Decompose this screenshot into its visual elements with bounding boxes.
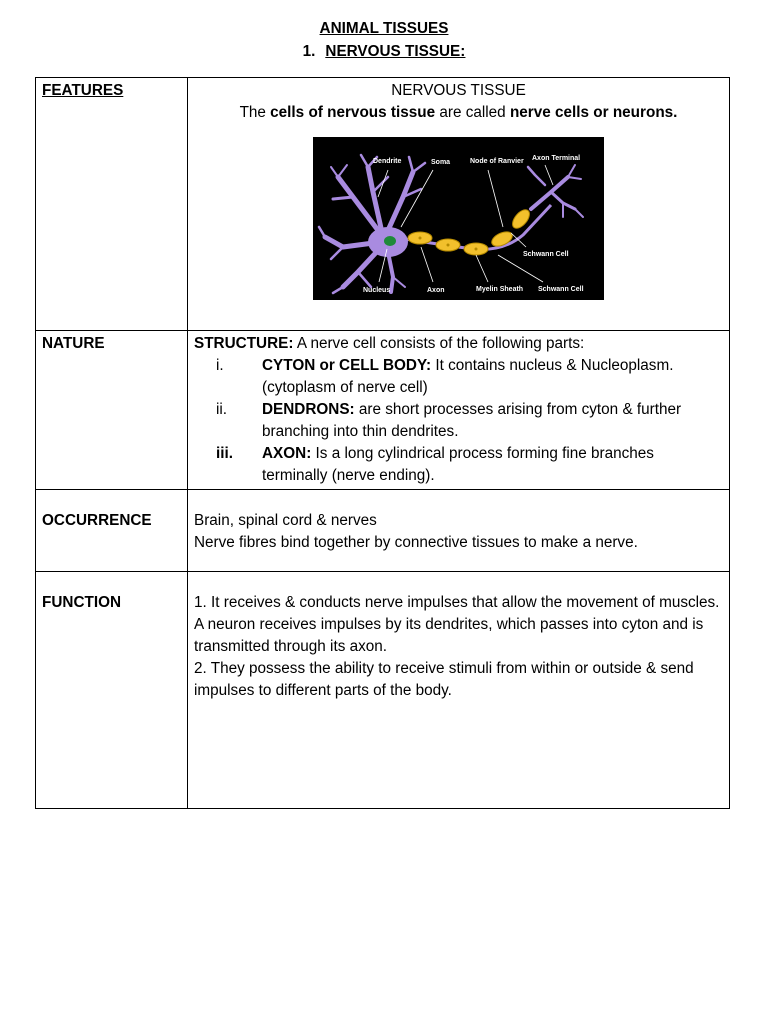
nature-label-cell bbox=[36, 331, 188, 490]
nature-label: NATURE bbox=[42, 335, 105, 352]
item-number: ii. bbox=[216, 401, 228, 418]
intro-part-bold: cells of nervous tissue bbox=[270, 104, 436, 121]
intro-part: are called bbox=[435, 104, 510, 121]
section-number: 1. bbox=[302, 43, 316, 60]
nucleus bbox=[384, 236, 396, 246]
label-schwann-cell: Schwann Cell bbox=[523, 251, 569, 258]
nervous-tissue-cell bbox=[188, 78, 730, 331]
occurrence-label: OCCURRENCE bbox=[42, 512, 152, 529]
label-dendrite: Dendrite bbox=[373, 158, 402, 165]
structure-line bbox=[194, 333, 723, 355]
occurrence-label-cell bbox=[36, 490, 188, 572]
item-text: Is a long cylindrical process forming fine branches terminally (nerve ending). bbox=[262, 445, 654, 484]
list-item bbox=[194, 355, 723, 399]
label-myelin-sheath: Myelin Sheath bbox=[476, 286, 524, 293]
occurrence-row bbox=[36, 490, 730, 572]
item-term: AXON: bbox=[262, 445, 312, 462]
label-axon-terminal: Axon Terminal bbox=[532, 155, 581, 162]
nature-row bbox=[36, 331, 730, 490]
occurrence-line: Brain, spinal cord & nerves bbox=[194, 512, 377, 529]
function-point: 2. They possess the ability to receive stimuli from within or outside & send impulses to different parts of the body. bbox=[194, 660, 694, 699]
section-title: NERVOUS TISSUE: bbox=[325, 43, 466, 60]
header-row bbox=[36, 78, 730, 331]
function-label: FUNCTION bbox=[42, 594, 122, 611]
parts-list bbox=[194, 355, 723, 487]
structure-label: STRUCTURE: bbox=[194, 335, 294, 352]
document-title: ANIMAL TISSUES bbox=[319, 20, 449, 37]
nature-content-cell bbox=[188, 331, 730, 490]
function-label-cell bbox=[36, 572, 188, 809]
neuron-diagram bbox=[313, 137, 604, 300]
function-point: 1. It receives & conducts nerve impulses that allow the movement of muscles. A neuron receives impulses by its dendrites, which passes into cyton and is transmitted through its axon. bbox=[194, 594, 720, 655]
item-text: are short processes arising from cyton & further branching into thin dendrites. bbox=[262, 401, 682, 440]
list-item bbox=[194, 443, 723, 487]
label-node-of-ranvier: Node of Ranvier bbox=[470, 158, 524, 165]
features-label: FEATURES bbox=[42, 82, 124, 99]
occurrence-content-cell bbox=[188, 490, 730, 572]
label-nucleus: Nucleus bbox=[363, 287, 391, 294]
function-row bbox=[36, 572, 730, 809]
structure-text: A nerve cell consists of the following parts: bbox=[293, 335, 585, 352]
item-number: iii. bbox=[216, 445, 233, 462]
nervous-tissue-heading: NERVOUS TISSUE bbox=[391, 82, 526, 99]
label-schwann-cell-2: Schwann Cell bbox=[538, 286, 584, 293]
list-item bbox=[194, 399, 723, 443]
intro-sentence bbox=[194, 102, 723, 124]
label-axon: Axon bbox=[427, 287, 445, 294]
section-heading bbox=[0, 42, 768, 62]
intro-part-bold: nerve cells or neurons. bbox=[509, 104, 678, 121]
features-table bbox=[35, 77, 730, 809]
item-number: i. bbox=[216, 357, 224, 374]
label-soma: Soma bbox=[431, 159, 451, 166]
occurrence-line: Nerve fibres bind together by connective tissues to make a nerve. bbox=[194, 534, 638, 551]
function-content-cell bbox=[188, 572, 730, 809]
item-term: CYTON or CELL BODY: bbox=[262, 357, 432, 374]
intro-part: The bbox=[239, 104, 271, 121]
features-label-cell bbox=[36, 78, 188, 331]
item-text: It contains nucleus & Nucleoplasm. (cytoplasm of nerve cell) bbox=[262, 357, 674, 396]
item-term: DENDRONS: bbox=[262, 401, 355, 418]
